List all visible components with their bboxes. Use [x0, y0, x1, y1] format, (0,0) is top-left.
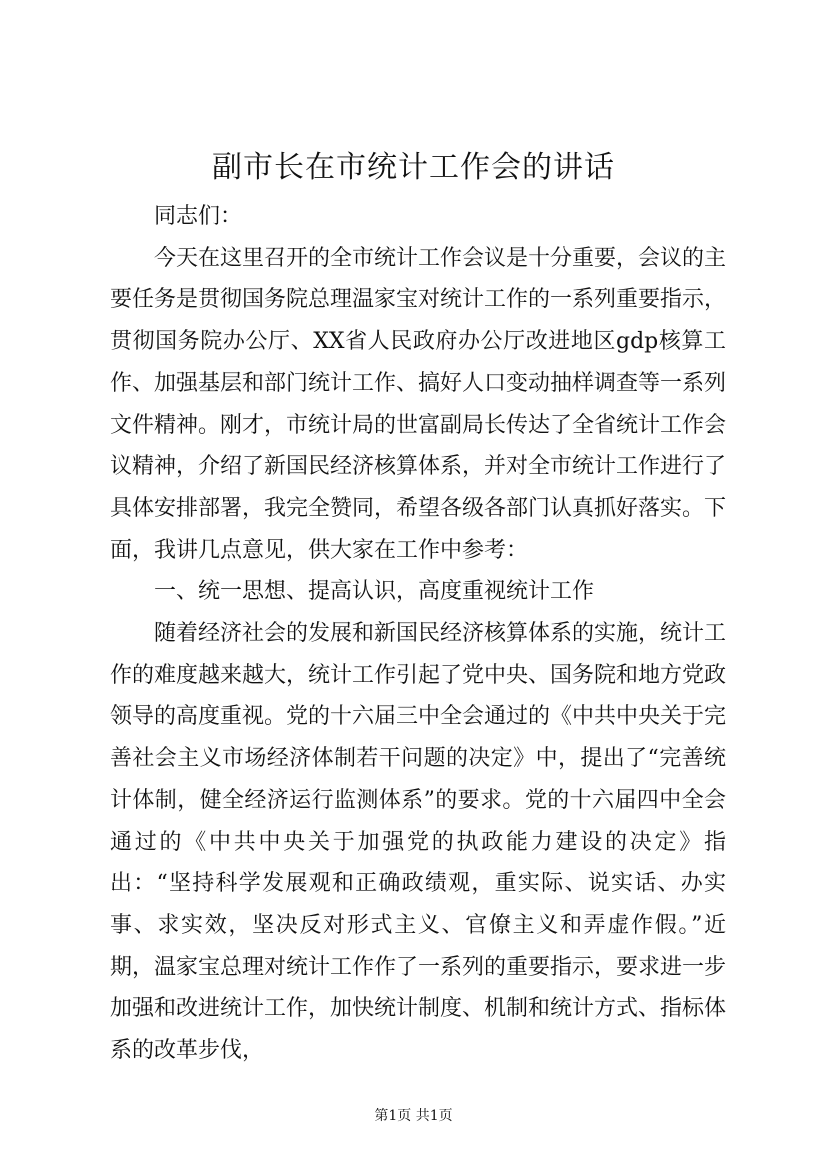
paragraph-section-1: 随着经济社会的发展和新国民经济核算体系的实施，统计工作的难度越来越大，统计工作引起了党中央、国务院和地方党政领导的高度重视。党的十六届三中全会通过的《中共中央关于完善社会主义市场经济体制若干问题的决定》中，提出了“完善统计体制，健全经济运行监测体系”的要求。党的十六届四中全会通过的《中共中央关于加强党的执政能力建设的决定》指出：“坚持科学发展观和正确政绩观，重实际、说实话、办实事、求实效，坚决反对形式主义、官僚主义和弄虚作假。”近期，温家宝总理对统计工作作了一系列的重要指示，要求进一步加强和改进统计工作，加快统计制度、机制和统计方式、指标体系的改革步伐， — [110, 621, 727, 1064]
document-body — [110, 196, 726, 1072]
section-heading-1: 一、统一思想、提高认识，高度重视统计工作 — [154, 579, 595, 605]
page-footer: 第1页 共1页 — [374, 1108, 453, 1124]
document-title: 副市长在市统计工作会的讲话 — [212, 150, 615, 185]
paragraph-intro: 今天在这里召开的全市统计工作会议是十分重要，会议的主要任务是贯彻国务院总理温家宝对统计工作的一系列重要指示，贯彻国务院办公厅、XX省人民政府办公厅改进地区gdp核算工作、加强基层和部门统计工作、搞好人口变动抽样调查等一系列文件精神。刚才，市统计局的世富副局长传达了全省统计工作会议精神，介绍了新国民经济核算体系，并对全市统计工作进行了具体安排部署，我完全赞同，希望各级各部门认真抓好落实。下面，我讲几点意见，供大家在工作中参考： — [110, 245, 727, 563]
salutation: 同志们： — [154, 204, 243, 229]
